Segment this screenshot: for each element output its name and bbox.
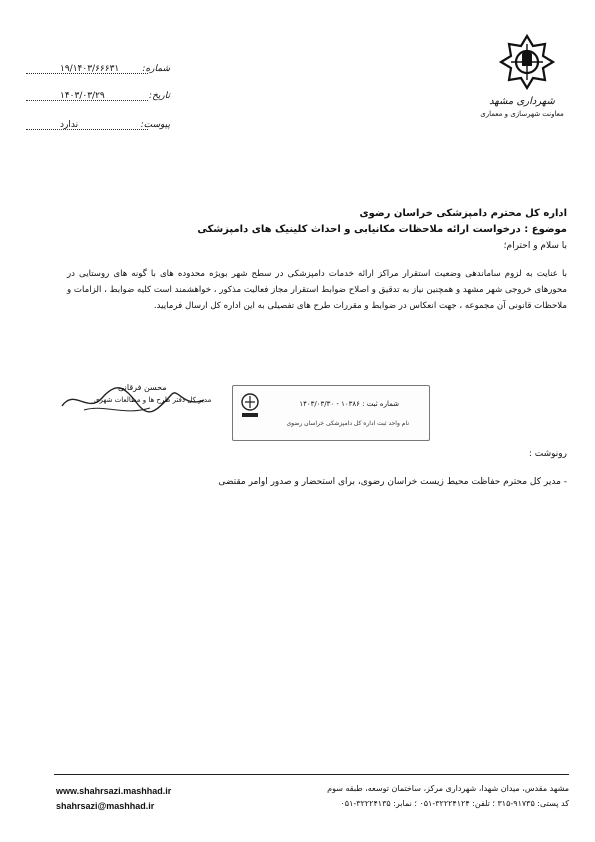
letter-date-row xyxy=(60,91,170,103)
letter-body: با عنایت به لزوم ساماندهی وضعیت استقرار مراکز ارائه خدمات دامپزشکی در سطح شهر بویژه محدوده های با گونه های روستایی در محورهای خروجی شهر مشهد و همچنین نیاز به تدقیق و اصلاح ضوابط استقرار مجاز فعالیت مذکور ، خواهشمند است کلیه ضوابط ، الزامات و ملاحظات قانونی آن مجموعه ، جهت انعکاس در ضوابط و مقررات طرح های تفصیلی به این اداره کل ارسال فرمایید. xyxy=(67,269,567,311)
cc-recipient: - مدیر کل محترم حفاظت محیط زیست خراسان رضوی، برای استحضار و صدور اوامر مقتضی xyxy=(218,477,567,487)
signer-name: محسن فرقانی xyxy=(118,383,167,392)
footer-contact: کد پستی: ۹۱۷۳۵-۳۱۵ ؛ تلفن: ۳۲۲۲۴۱۲۴-۰۵۱ ؛ نمابر: ۳۲۲۲۴۱۳۵-۰۵۱ xyxy=(340,799,569,808)
footer-address: مشهد مقدس، میدان شهدا، شهرداری مرکز، ساختمان توسعه، طبقه سوم xyxy=(327,784,569,793)
footer-email-link[interactable]: shahrsazi@mashhad.ir xyxy=(56,801,155,811)
signer-title: مدیر کل دفتر طرح ها و مطالعات شهری xyxy=(94,396,212,404)
veterinary-emblem-icon xyxy=(239,392,261,420)
letter-number-value: ۱۹/۱۴۰۳/۶۶۶۳۱ xyxy=(60,64,120,74)
cc-heading: رونوشت : xyxy=(528,449,567,459)
stamp-registration-number: شماره ثبت : ۱۰۳۸۶ - ۱۴۰۳/۰۳/۳۰ xyxy=(299,400,399,408)
letter-attachment-row xyxy=(60,120,170,132)
logo-caption: شهرداری مشهد xyxy=(489,96,555,107)
mashhad-municipality-logo xyxy=(497,32,557,104)
stamp-unit-name: نام واحد ثبت اداره کل دامپزشکی خراسان رضوی xyxy=(286,420,409,427)
footer-website-link[interactable]: www.shahrsazi.mashhad.ir xyxy=(56,786,172,796)
letter-date-label: تاریخ: xyxy=(149,91,170,101)
recipient-line: اداره کل محترم دامپزشکی خراسان رضوی xyxy=(359,208,567,219)
letter-date-value: ۱۴۰۳/۰۳/۲۹ xyxy=(60,91,105,101)
subject-line: موضوع : درخواست ارائه ملاحظات مکانیابی و احداث کلینیک های دامپزشکی xyxy=(197,224,567,235)
letter-attachment-value: ندارد xyxy=(60,120,79,130)
letter-number-label: شماره: xyxy=(142,64,170,74)
greeting: با سلام و احترام؛ xyxy=(503,241,567,251)
logo-subcaption: معاونت شهرسازی و معماری xyxy=(480,110,564,118)
letter-attachment-label: پیوست: xyxy=(140,120,170,130)
footer-divider xyxy=(54,774,569,775)
registration-stamp xyxy=(232,385,430,441)
letter-number-row xyxy=(60,64,170,76)
